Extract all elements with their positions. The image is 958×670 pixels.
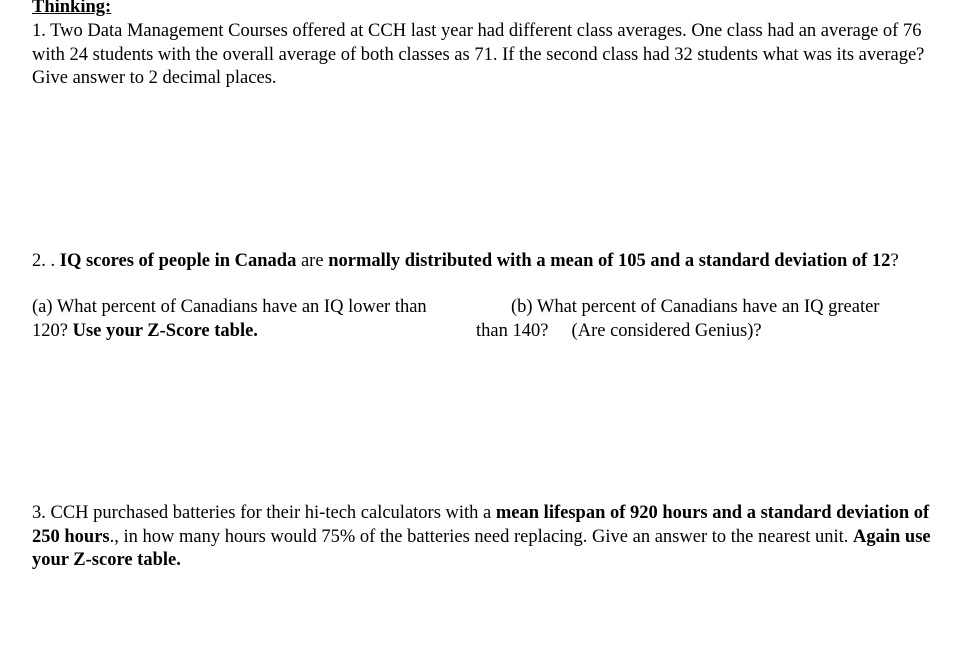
part-a-bold-instruction: Use your Z-Score table.	[72, 320, 258, 341]
question-3-start: 3. CCH purchased batteries for their hi-tech calculators with a	[32, 503, 496, 523]
question-2-parts	[32, 296, 938, 356]
question-2	[32, 250, 942, 274]
part-b-line-1: (b) What percent of Canadians have an IQ greater	[511, 297, 880, 317]
question-2-bold-distribution: normally distributed with a mean of 105 and a standard deviation of 12	[328, 251, 891, 271]
part-a-text: (a) What percent of Canadians have an IQ lower than 120?	[32, 297, 427, 341]
question-3-middle: ., in how many hours would 75% of the batteries need replacing. Give an answer to the nearest unit.	[109, 526, 854, 547]
part-b-line-2: than 140? (Are considered Genius)?	[476, 320, 762, 341]
question-2-part-b	[476, 296, 938, 343]
question-2-connector: are	[296, 251, 329, 271]
question-3-bold-stats: mean lifespan of 920 hours and a standard deviation of 250 hours	[32, 503, 930, 547]
question-2-bold-subject: IQ scores of people in Canada	[59, 251, 297, 271]
question-2-number: 2. .	[32, 251, 60, 271]
question-1-text: 1. Two Data Management Courses offered at CCH last year had different class averages. One class had an average of 76 with 24 students with the overall average of both classes as 71. If the second class had 32 students what was its average? Give answer to 2 decimal places.	[32, 21, 925, 88]
question-2-part-a	[32, 296, 452, 343]
question-1	[32, 20, 938, 91]
section-heading: Thinking:	[32, 0, 112, 17]
question-3	[32, 502, 932, 573]
question-2-end: ?	[890, 251, 899, 271]
question-3-bold-instruction: Again use your Z-score table.	[32, 526, 931, 570]
